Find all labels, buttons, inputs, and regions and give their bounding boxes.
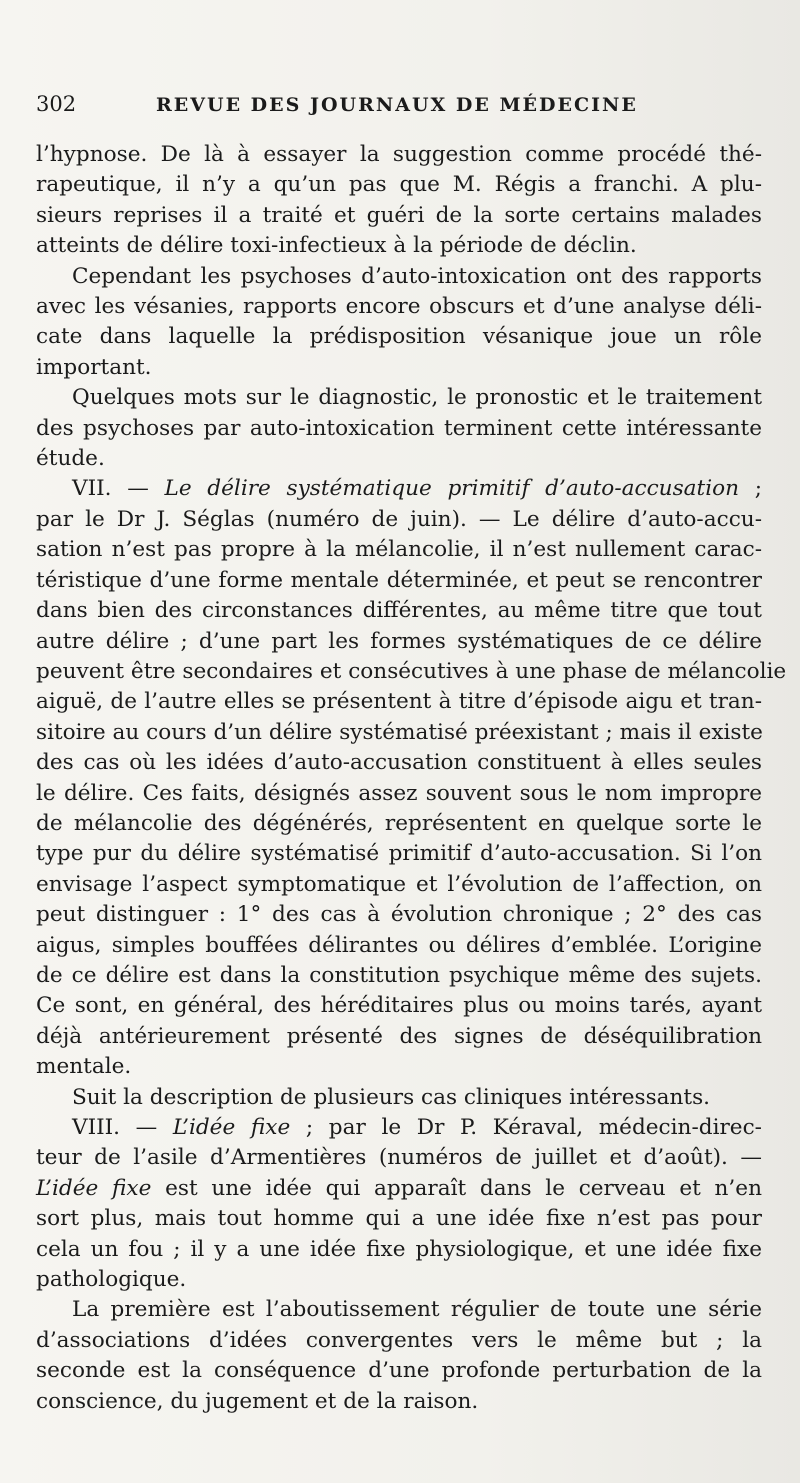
paragraph-5	[36, 1083, 762, 1113]
paragraph-6	[36, 1113, 762, 1295]
text-line: déjà antérieurement présenté des signes de déséquilibration	[36, 1023, 762, 1049]
text-line: aigus, simples bouffées délirantes ou délires d’emblée. L’origine	[36, 932, 762, 958]
text-line: dans bien des circonstances différentes, au même titre que tout	[36, 598, 762, 624]
text-line: conscience, du jugement et de la raison.	[36, 1388, 479, 1414]
text-line: d’associations d’idées convergentes vers le même but ; la	[36, 1327, 762, 1353]
text-line: VIII. — L’idée fixe ; par le Dr P. Kéraval, médecin-direc-	[72, 1115, 762, 1140]
text-line: rapeutique, il n’y a qu’un pas que M. Régis a franchi. A plu-	[36, 172, 762, 198]
text-line: des cas où les idées d’auto-accusation constituent à elles seules	[36, 750, 762, 776]
text-line: cela un fou ; il y a une idée fixe physiologique, et une idée fixe	[36, 1236, 762, 1262]
text-line: de mélancolie des dégénérés, représentent en quelque sorte le	[36, 810, 762, 836]
text-line: le délire. Ces faits, désignés assez souvent sous le nom impropre	[36, 780, 762, 806]
text-line: de ce délire est dans la constitution psychique même des sujets.	[36, 962, 762, 988]
paragraph-4	[36, 474, 787, 1082]
text-line: étude.	[36, 446, 105, 472]
page-body	[36, 140, 787, 1417]
text-line: envisage l’aspect symptomatique et l’évolution de l’affection, on	[36, 871, 762, 897]
text-line: autre délire ; d’une part les formes systématiques de ce délire	[36, 628, 762, 654]
text-line: sort plus, mais tout homme qui a une idée fixe n’est pas pour	[36, 1206, 762, 1232]
text-line: l’hypnose. De là à essayer la suggestion comme procédé thé-	[36, 142, 762, 167]
text-line: par le Dr J. Séglas (numéro de juin). — Le délire d’auto-accu-	[36, 506, 762, 532]
text-line: teur de l’asile d’Armentières (numéros de juillet et d’août). —	[36, 1145, 762, 1171]
text-line: mentale.	[36, 1054, 132, 1080]
text-line: important.	[36, 354, 152, 380]
text-line: des psychoses par auto-intoxication terminent cette intéressante	[36, 415, 762, 441]
text-line: peut distinguer : 1° des cas à évolution chronique ; 2° des cas	[36, 902, 762, 928]
text-line: sitoire au cours d’un délire systématisé préexistant ; mais il existe	[36, 719, 763, 745]
text-line: Suit la description de plusieurs cas cliniques intéressants.	[72, 1084, 711, 1110]
page-number: 302	[36, 92, 77, 116]
text-line: Quelques mots sur le diagnostic, le pronostic et le traitement	[72, 385, 762, 411]
text-line: aiguë, de l’autre elles se présentent à titre d’épisode aigu et tran-	[36, 689, 762, 715]
text-line: peuvent être secondaires et consécutives à une phase de mélancolie	[36, 658, 787, 684]
text-line: sieurs reprises il a traité et guéri de la sorte certains malades	[36, 202, 762, 228]
text-line: seconde est la conséquence d’une profonde perturbation de la	[36, 1358, 762, 1384]
text-line: Cependant les psychoses d’auto-intoxication ont des rapports	[72, 263, 762, 289]
text-line: VII. — Le délire systématique primitif d’auto-accusation ;	[72, 476, 762, 502]
text-line: téristique d’une forme mentale déterminée, et peut se rencontrer	[36, 567, 762, 593]
paragraph-7	[36, 1295, 762, 1417]
page-header	[36, 92, 762, 132]
text-line: Ce sont, en général, des héréditaires plus ou moins tarés, ayant	[36, 993, 762, 1019]
text-line: La première est l’aboutissement régulier de toute une série	[72, 1297, 762, 1323]
text-line: atteints de délire toxi-infectieux à la période de déclin.	[36, 233, 637, 259]
paragraph-2	[36, 262, 762, 384]
text-line: cate dans laquelle la prédisposition vésanique joue un rôle	[36, 324, 762, 350]
running-title: REVUE DES JOURNAUX DE MÉDECINE	[156, 94, 638, 116]
text-line: pathologique.	[36, 1267, 187, 1293]
text-line: avec les vésanies, rapports encore obscurs et d’une analyse déli-	[36, 294, 762, 320]
text-line: L’idée fixe est une idée qui apparaît dans le cerveau et n’en	[36, 1175, 762, 1201]
text-line: sation n’est pas propre à la mélancolie, il n’est nullement carac-	[36, 537, 762, 563]
text-line: type pur du délire systématisé primitif d’auto-accusation. Si l’on	[36, 841, 762, 867]
paragraph-1	[36, 140, 762, 262]
paragraph-3	[36, 383, 762, 474]
